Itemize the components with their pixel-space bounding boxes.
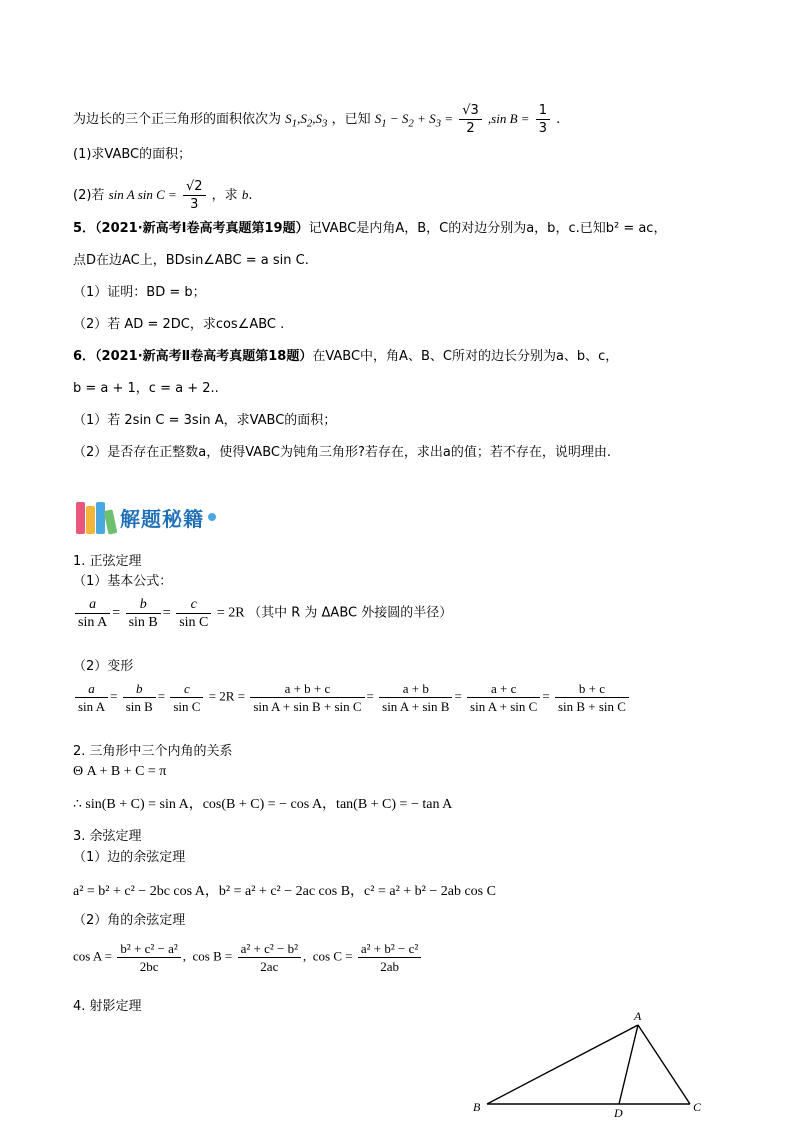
s4-title: 4. 射影定理 [73,999,142,1014]
numerator: b [123,680,156,698]
text: ，已知 [331,112,371,127]
cosine-law-sides: a² = b² + c² − 2bc cos A，b² = a² + c² − 2ac cos B，c² = a² + b² − 2ab cos C [73,884,496,899]
section-header [76,500,216,534]
denominator: sin A [78,699,106,714]
cosine-law-angles [73,940,423,975]
frac-cosA [117,940,180,975]
cosC-label: cos C = [312,948,353,964]
problem5-line1 [73,220,666,238]
denominator: sin C [179,615,209,630]
label-D: D [614,1106,623,1120]
frac-a-sinA [75,680,108,715]
dot-icon [208,513,216,521]
denominator: sin B [128,615,158,630]
problem5-q1: （1）证明：BD = b； [73,285,206,300]
s1-title: 1. 正弦定理 [73,554,142,569]
numerator: √2 [183,178,206,196]
problem-cont-q1: (1)求VABC的面积； [73,147,192,162]
s3-title: 3. 余弦定理 [73,829,142,844]
fraction-sqrt2-over-3 [183,178,206,213]
frac-sum-ac [467,680,540,715]
cosA-label: cos A = [73,948,113,964]
problem6-line1 [73,348,618,366]
area-equation: $S_1 - S_2 + S_3$ = [374,111,454,130]
numerator: a [75,596,110,614]
denominator: 2 [466,121,475,136]
side-AC [638,1025,690,1104]
numerator: b [126,596,161,614]
s1-sub1: （1）基本公式： [73,574,173,589]
s2-title: 2. 三角形中三个内角的关系 [73,744,233,759]
problem5-q2: （2）若 AD = 2DC，求cos∠ABC . [73,317,285,332]
numerator: b + c [555,680,629,698]
label-C: C [693,1100,702,1114]
cosB-label: cos B = [192,948,233,964]
section-title: 解题秘籍 [120,506,204,531]
problem6-line2: b = a + 1，c = a + 2.. [73,381,219,396]
angle-sum: Θ A + B + C = π [73,764,167,779]
text: 为边长的三个正三角形的面积依次为 [73,112,282,127]
problem5-line2: 点D在边AC上，BDsin∠ABC = a sin C. [73,253,309,268]
denominator: 2ac [260,959,279,974]
side-AB [487,1025,638,1104]
angle-identities: ∴ sin(B + C) = sin A，cos(B + C) = − cos A，tan(B + C) = − tan A [73,797,453,812]
frac-c-sinC [170,680,203,715]
denominator: 3 [538,121,547,136]
text: 在VABC中，角A、B、C所对的边长分别为a、b、c， [312,349,619,364]
s3-sub1: （1）边的余弦定理 [73,850,186,865]
frac-b-sinB [126,596,161,631]
denominator: sin A + sin B + sin C [253,699,362,714]
problem6-q1: （1）若 2sin C = 3sin A，求VABC的面积； [73,413,337,428]
numerator: a + c [467,680,540,698]
problem-cont-line1 [73,102,560,137]
numerator: a + b [379,680,452,698]
problem-cont-q2 [73,178,252,213]
text: . [248,188,253,203]
period: . [556,112,561,127]
s3-sub2: （2）角的余弦定理 [73,913,186,928]
denominator: 3 [190,197,199,212]
var-b: b [241,187,249,202]
sine-law-variant: $\frac{a}{\text{sin A}}$ = $\frac{b}{\text{sin B}}$ = $\frac{c}{\text{sin C}}$ = 2R = $\frac{a + b + c}{\text{sin A + sin B + sin C}}$ = $\frac{a + b}{\text{sin A + sin B}}$ = $\frac{a + c}{\text{sin A + sin C}}$ = $\frac{b + c}{\text{sin B + sin C}}$ [73,680,631,715]
problem-number: 5． [73,221,96,236]
sin-product: sin A sin C = [108,187,177,202]
fraction-sqrt3-over-2 [459,102,482,137]
frac-cosB [238,940,301,975]
label-B: B [473,1100,481,1114]
numerator: a [75,680,108,698]
frac-sum-ab [379,680,452,715]
denominator: sin A [78,615,108,630]
denominator: sin C [173,699,201,714]
text: (2)若 [73,188,105,203]
fraction-1-over-3 [536,102,550,137]
denominator: 2bc [139,959,159,974]
numerator: a² + b² − c² [358,940,421,958]
projection-triangle-diagram [465,1005,715,1120]
equals-2R: = 2R = [208,688,246,704]
numerator: c [176,596,211,614]
problem-source: （2021·新高考Ⅱ卷高考真题第18题） [95,349,313,364]
numerator: a² + c² − b² [238,940,301,958]
frac-cosC [358,940,421,975]
frac-c-sinC [176,596,211,631]
comma: , [303,948,307,964]
frac-sum-bc [555,680,629,715]
problem6-q2: （2）是否存在正整数a，使得VABC为钝角三角形?若存在，求出a的值；若不存在，说明理由. [73,445,611,460]
frac-a-sinA [75,596,110,631]
label-A: A [634,1009,642,1023]
segment-AD [619,1025,638,1104]
denominator: 2ab [380,959,399,974]
area-symbols: $S_1,S_2,S_3$ [285,111,328,130]
problem-number: 6． [73,349,96,364]
numerator: a + b + c [250,680,364,698]
denominator: sin A + sin C [470,699,538,714]
denominator: sin A + sin B [382,699,450,714]
sine-law-basic: $\frac{a}{\text{sin A}}$ = $\frac{b}{\text{sin B}}$ = $\frac{c}{\text{sin C}}$ = 2R （其中 R 为 ΔABC 外接圆的半径） [73,596,452,631]
frac-b-sinB [123,680,156,715]
numerator: b² + c² − a² [117,940,180,958]
books-icon [76,500,118,534]
text: ，求 [211,188,238,203]
sinB-label: ,sin B = [487,111,530,126]
denominator: sin B + sin C [557,699,626,714]
numerator: 1 [536,102,550,120]
numerator: √3 [459,102,482,120]
problem-source: （2021·新高考Ⅰ卷高考真题第19题） [95,221,309,236]
equals-2R: = 2R [216,605,245,621]
numerator: c [170,680,203,698]
comma: , [182,948,187,964]
text: 记VABC是内角A，B，C的对边分别为a，b，c.已知b² = ac， [308,221,667,236]
s1-sub2: （2）变形 [73,659,134,674]
frac-sum-abc [250,680,364,715]
note: （其中 R 为 ΔABC 外接圆的半径） [248,605,453,621]
denominator: sin B [125,699,153,714]
